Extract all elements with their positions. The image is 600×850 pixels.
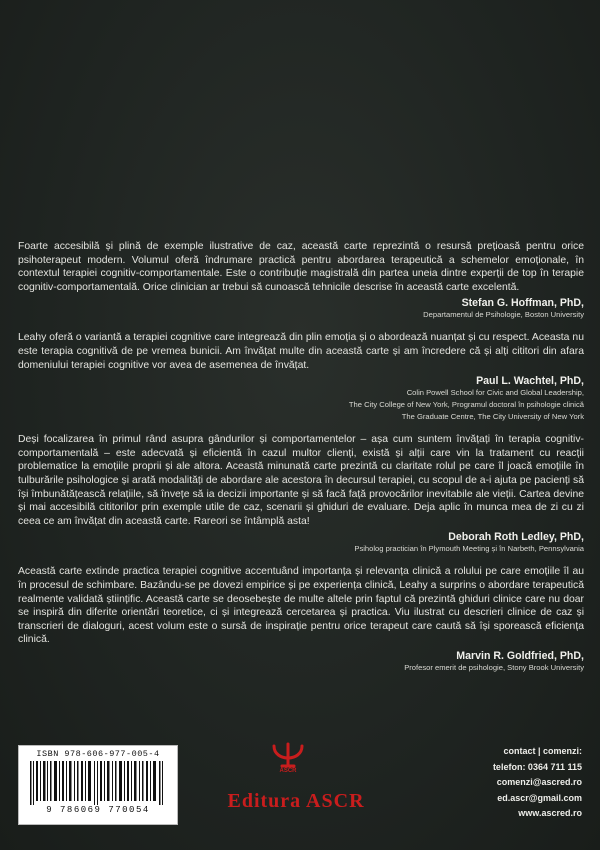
review-text: Deși focalizarea în primul rând asupra gândurilor și comportamentelor – așa cum suntem învățați în terapia cognitiv-comportamentală – este adecvată și eficientă în cazul multor clienți, există și alții care vin la tratament cu reacții problematice la emoțiile proprii și ale altora. Această minunată carte prezintă cu claritate rolul pe care îl joacă emoțiile în tulburările psihologice și arată modalități de abordare ale acestora în decursul terapiei, cu scopul de a-i ajuta pe pacienți să își îmbunătățească relațiile, să învețe să ia decizii importante și să facă față provocărilor inevitabile ale vieții. Cartea devine și mai accesibilă cititorilor prin exemple utile de caz, scenarii și ghiduri de evaluare. Deja aplic în munca mea de zi cu zi ceea ce am învățat din această carte. Rareori se întâmplă asta! (18, 434, 584, 527)
publisher-name: Editura ASCR (227, 790, 365, 812)
contact-heading: contact | comenzi: (503, 746, 582, 756)
ean-digits: 9 786069 770054 (46, 805, 150, 815)
isbn-number: ISBN 978-606-977-005-4 (36, 749, 160, 759)
review-affiliation: Profesor emerit de psihologie, Stony Brook University (404, 662, 584, 672)
publisher-logo-icon (260, 742, 316, 782)
review-author: Paul L. Wachtel, PhD, (476, 375, 584, 388)
review-text: Leahy oferă o variantă a terapiei cognitive care integrează din plin emoția și o abordează nuanțat și cu respect. Aceasta nu este terapia cognitivă de pe vremea bunicii. Am învățat multe din această carte și am încredere că și alți cititori din afara domeniului terapiei cognitive vor avea de asemenea de învățat. (18, 332, 584, 371)
review (18, 331, 584, 423)
review-text: Această carte extinde practica terapiei cognitive accentuând importanța și relevanța clinică a rolului pe care emoțiile îl au în procesul de schimbare. Bazându-se pe dovezi empirice și pe experiența clinică, Leahy a surprins o abordare terapeutică realmente validată științific. Această carte se deosebește de multe altele prin faptul că prezintă ghiduri clinice care nu doar se inspiră din diferite orientări teoretice, ci și integrează cercetarea și practica. Viu ilustrat cu descrieri clinice de caz și transcrieri de dialoguri, acest volum este o sursă de inspirație pentru orice terapeut care caută să își sporească eficiența clinică. (18, 566, 584, 646)
contact-email-orders: comenzi@ascred.ro (496, 777, 582, 787)
review-affiliation: The City College of New York, Programul doctoral în psihologie clinică (348, 400, 584, 410)
barcode-bars (28, 761, 168, 805)
review-affiliation: Colin Powell School for Civic and Global Leadership, (406, 388, 584, 398)
contact-block (362, 744, 582, 822)
contact-phone: telefon: 0364 711 115 (492, 761, 582, 772)
review (18, 240, 584, 321)
review-affiliation: Departamentul de Psihologie, Boston University (423, 310, 584, 320)
logo-label: ASCR (279, 768, 297, 774)
reviews-section (18, 240, 584, 684)
review-author: Stefan G. Hoffman, PhD, (461, 297, 584, 310)
contact-email-general: ed.ascr@gmail.com (497, 792, 582, 803)
review-affiliation: Psiholog practician în Plymouth Meeting și în Narbeth, Pennsylvania (354, 544, 584, 554)
isbn-barcode (18, 745, 178, 825)
review-affiliation: The Graduate Centre, The City University of New York (401, 412, 584, 422)
review-text: Foarte accesibilă și plină de exemple ilustrative de caz, această carte reprezintă o resursă prețioasă pentru orice psihoterapeut modern. Volumul oferă îndrumare practică pentru abordarea terapeutică a schemelor emoționale, în contextul terapiei cognitiv-comportamentale. Este o contribuție magistrală din partea uneia dintre experții de top în terapie cognitiv-comportamentală. Orice clinician ar trebui să cunoască tehnicile descrise în această carte excelentă. (18, 241, 584, 293)
review-author: Marvin R. Goldfried, PhD, (456, 649, 584, 662)
review (18, 433, 584, 555)
review-author: Deborah Roth Ledley, PhD, (448, 531, 584, 544)
contact-website: www.ascred.ro (518, 808, 582, 818)
review (18, 565, 584, 674)
